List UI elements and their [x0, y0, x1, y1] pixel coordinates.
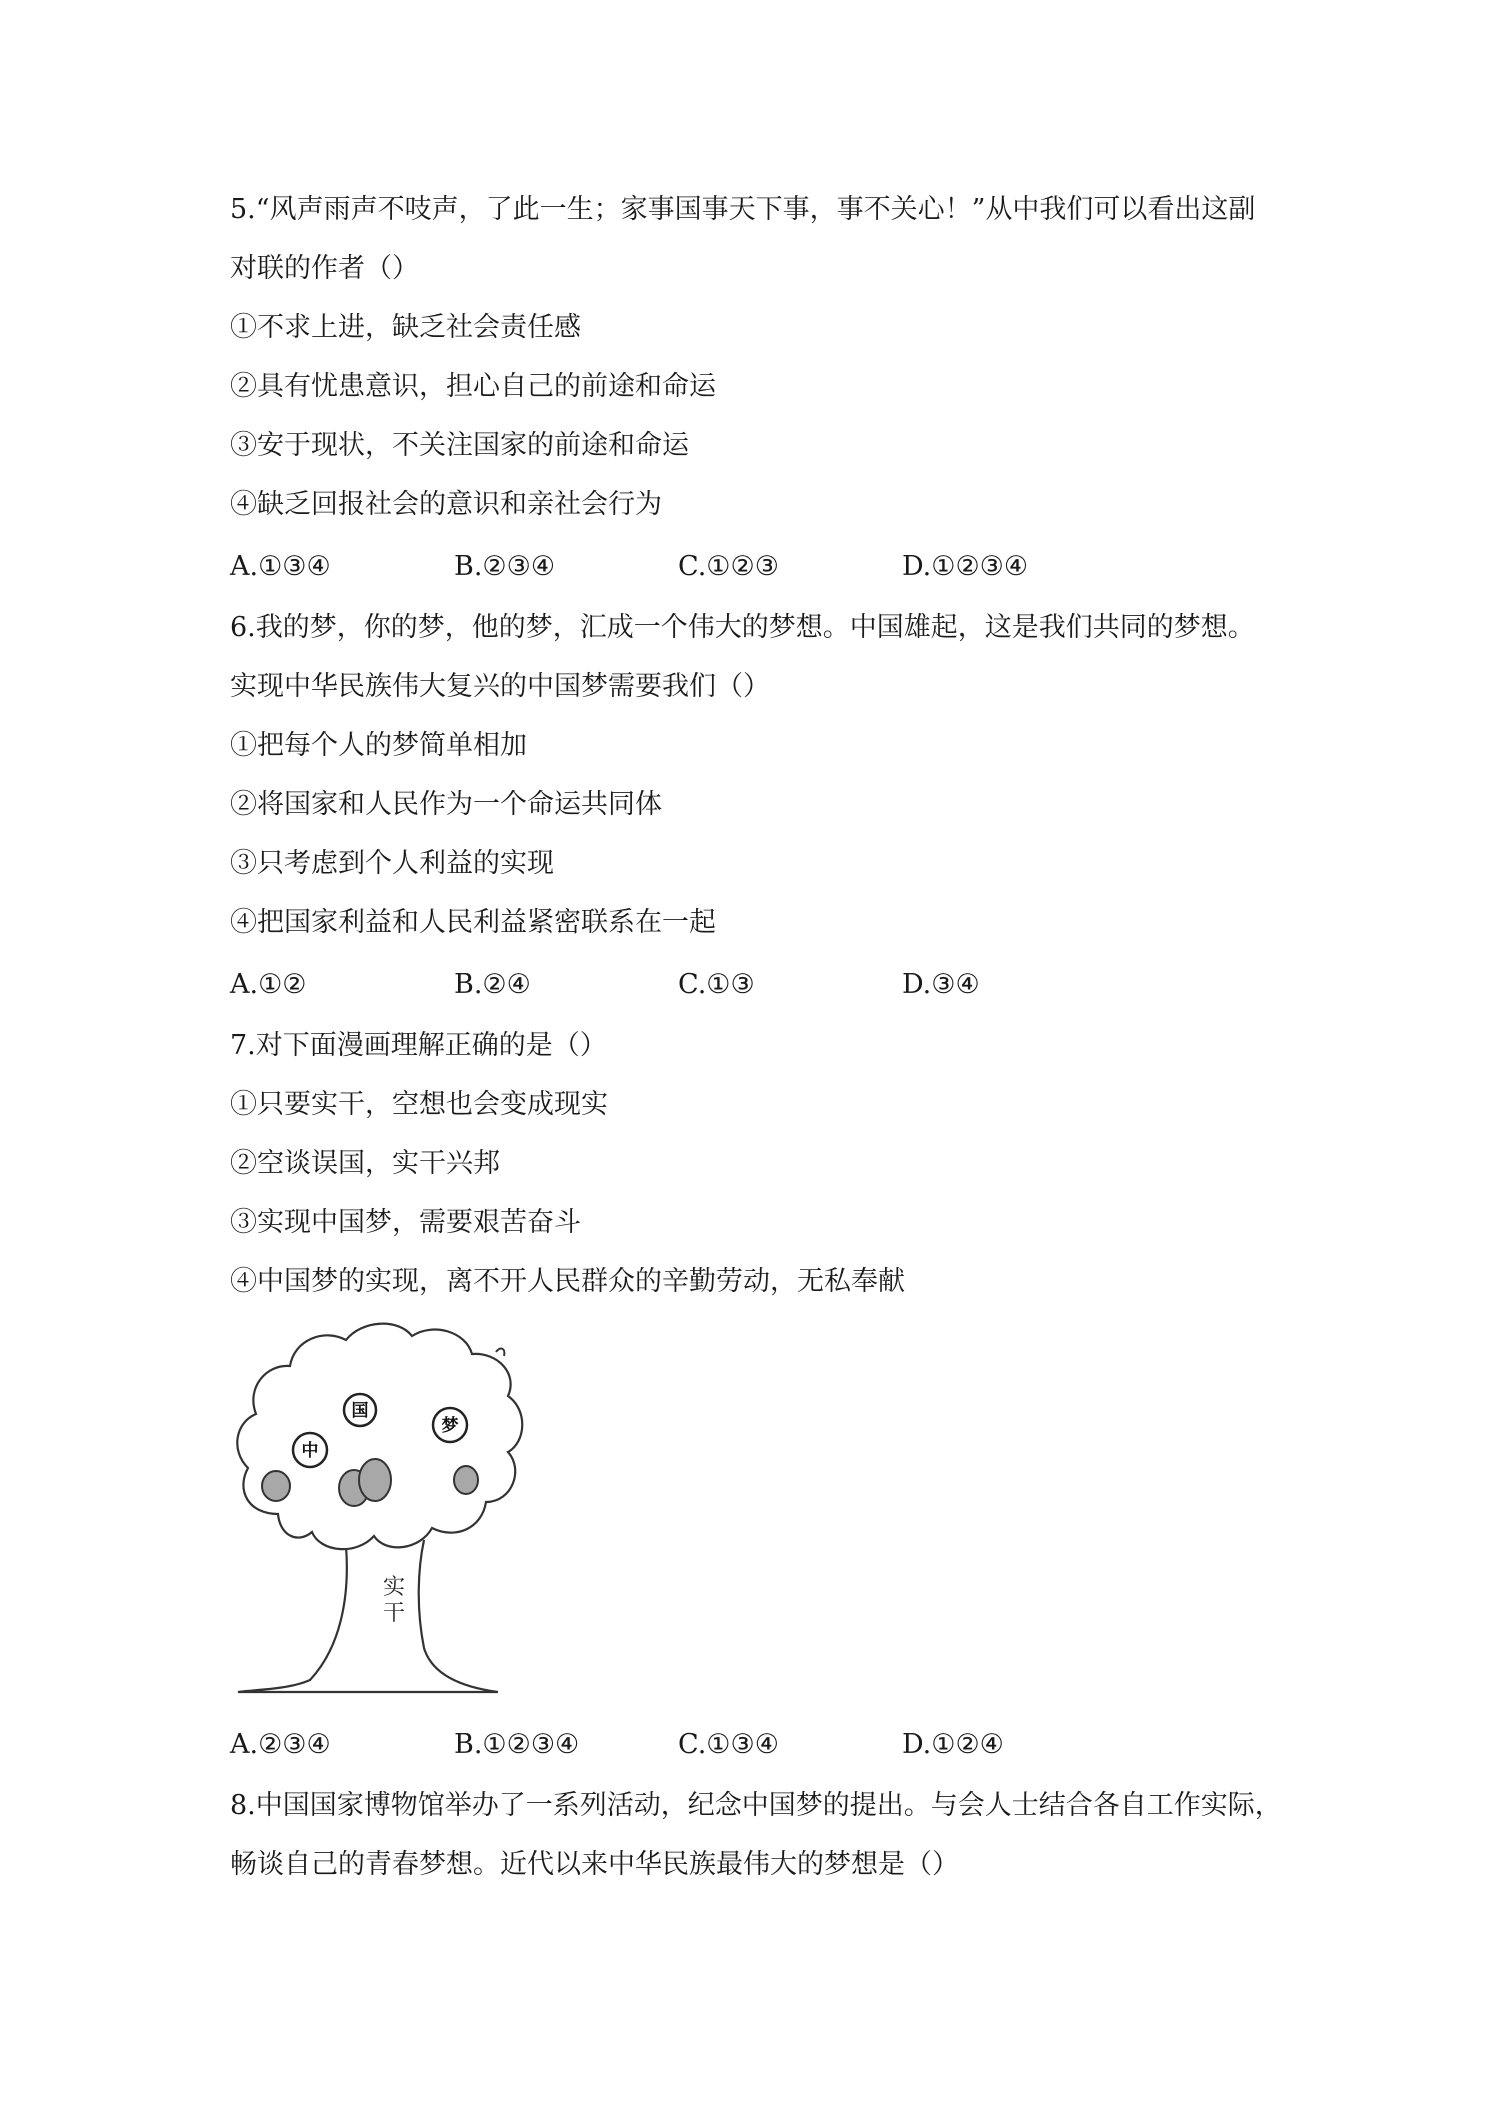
- tree-cartoon: [228, 1318, 528, 1698]
- q5-option-b[interactable]: B.②③④: [454, 551, 556, 582]
- q8-stem-line-2: 畅谈自己的青春梦想。近代以来中华民族最伟大的梦想是（）: [230, 1849, 959, 1880]
- q6-option-c[interactable]: C.①③: [678, 969, 755, 1000]
- q6-options: [230, 968, 1230, 1002]
- q5-item-3: ③安于现状，不关注国家的前途和命运: [230, 430, 689, 461]
- q7-option-d[interactable]: D.①②④: [902, 1729, 1004, 1760]
- q7-item-2: ②空谈误国，实干兴邦: [230, 1148, 500, 1179]
- q5-item-1: ①不求上进，缺乏社会责任感: [230, 312, 581, 343]
- q5-stem-line-1: 5.“风声雨声不吱声，了此一生；家事国事天下事，事不关心！”从中我们可以看出这副: [230, 194, 1256, 225]
- trunk-label-char-1: 实: [382, 1575, 406, 1600]
- fruit-label-zhong: 中: [301, 1441, 319, 1461]
- q5-option-a[interactable]: A.①③④: [230, 551, 331, 582]
- q5-options: [230, 550, 1230, 584]
- q6-item-4: ④把国家利益和人民利益紧密联系在一起: [230, 907, 716, 938]
- q5-option-d[interactable]: D.①②③④: [902, 551, 1029, 582]
- q7-option-b[interactable]: B.①②③④: [454, 1729, 580, 1760]
- q7-item-3: ③实现中国梦，需要艰苦奋斗: [230, 1207, 581, 1238]
- q7-item-1: ①只要实干，空想也会变成现实: [230, 1089, 608, 1120]
- q7-option-c[interactable]: C.①③④: [678, 1729, 779, 1760]
- q6-item-3: ③只考虑到个人利益的实现: [230, 848, 554, 879]
- q5-item-4: ④缺乏回报社会的意识和亲社会行为: [230, 489, 662, 520]
- q7-options: [230, 1728, 1230, 1762]
- tree-trunk: [238, 1540, 498, 1692]
- q5-option-c[interactable]: C.①②③: [678, 551, 779, 582]
- q6-stem-line-2: 实现中华民族伟大复兴的中国梦需要我们（）: [230, 671, 770, 702]
- q7-stem-line-1: 7.对下面漫画理解正确的是（）: [230, 1030, 607, 1061]
- q5-stem-line-2: 对联的作者（）: [230, 253, 419, 284]
- q6-option-a[interactable]: A.①②: [230, 969, 307, 1000]
- fruit-gray: [359, 1459, 391, 1501]
- q5-item-2: ②具有忧患意识，担心自己的前途和命运: [230, 371, 716, 402]
- q7-option-a[interactable]: A.②③④: [230, 1729, 331, 1760]
- q6-option-b[interactable]: B.②④: [454, 969, 531, 1000]
- q6-option-d[interactable]: D.③④: [902, 969, 980, 1000]
- fruit-gray: [454, 1466, 478, 1494]
- q6-stem-line-1: 6.我的梦，你的梦，他的梦，汇成一个伟大的梦想。中国雄起，这是我们共同的梦想。: [230, 612, 1255, 643]
- q8-stem-line-1: 8.中国国家博物馆举办了一系列活动，纪念中国梦的提出。与会人士结合各自工作实际，: [230, 1790, 1282, 1821]
- q6-item-2: ②将国家和人民作为一个命运共同体: [230, 789, 662, 820]
- q6-item-1: ①把每个人的梦简单相加: [230, 730, 527, 761]
- tree-canopy: [237, 1324, 522, 1549]
- fruit-label-meng: 梦: [441, 1416, 459, 1436]
- trunk-label-char-2: 干: [382, 1601, 406, 1626]
- q7-item-4: ④中国梦的实现，离不开人民群众的辛勤劳动，无私奉献: [230, 1266, 905, 1297]
- fruit-gray: [262, 1471, 290, 1501]
- tree-cartoon-drawing: [228, 1318, 528, 1698]
- fruit-label-guo: 国: [351, 1401, 369, 1421]
